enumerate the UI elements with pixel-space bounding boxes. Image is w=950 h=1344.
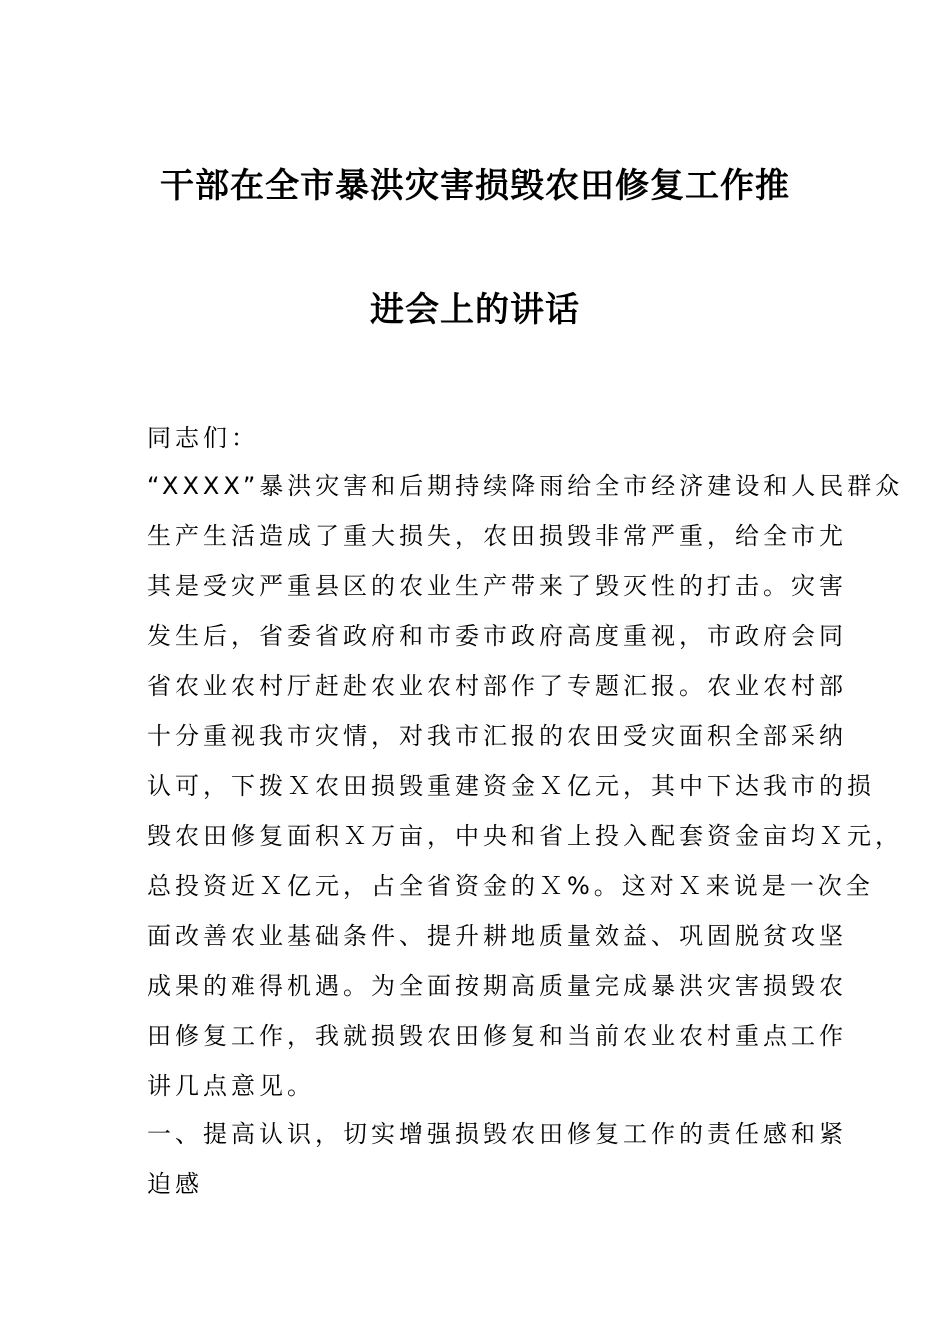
document-title-line-1: 干部在全市暴洪灾害损毁农田修复工作推 <box>160 166 790 206</box>
paragraph-line: 发生后，省委省政府和市委市政府高度重视，市政府会同 <box>147 622 847 650</box>
paragraph-line: 面改善农业基础条件、提升耕地质量效益、巩固脱贫攻坚 <box>147 922 847 950</box>
paragraph-line: 成果的难得机遇。为全面按期高质量完成暴洪灾害损毁农 <box>147 972 847 1000</box>
paragraph-line: 讲几点意见。 <box>147 1072 315 1100</box>
paragraph-line: 毁农田修复面积Ｘ万亩，中央和省上投入配套资金亩均Ｘ元， <box>147 822 903 850</box>
paragraph-line: 其是受灾严重县区的农业生产带来了毁灭性的打击。灾害 <box>147 572 847 600</box>
section-heading-line: 一、提高认识，切实增强损毁农田修复工作的责任感和紧 <box>147 1120 847 1148</box>
paragraph-line: “XXXX”暴洪灾害和后期持续降雨给全市经济建设和人民群众 <box>147 472 904 500</box>
paragraph-line: 总投资近Ｘ亿元，占全省资金的Ｘ%。这对Ｘ来说是一次全 <box>147 872 874 900</box>
paragraph-line: 省农业农村厅赶赴农业农村部作了专题汇报。农业农村部 <box>147 672 847 700</box>
paragraph-line: 认可，下拨Ｘ农田损毁重建资金Ｘ亿元，其中下达我市的损 <box>147 772 875 800</box>
paragraph-line: 生产生活造成了重大损失，农田损毁非常严重，给全市尤 <box>147 522 847 550</box>
paragraph-line: 田修复工作，我就损毁农田修复和当前农业农村重点工作 <box>147 1022 847 1050</box>
paragraph-line: 十分重视我市灾情，对我市汇报的农田受灾面积全部采纳 <box>147 722 847 750</box>
salutation: 同志们： <box>147 424 259 452</box>
section-heading-line: 迫感 <box>147 1170 203 1198</box>
document-title-line-2: 进会上的讲话 <box>370 290 580 330</box>
